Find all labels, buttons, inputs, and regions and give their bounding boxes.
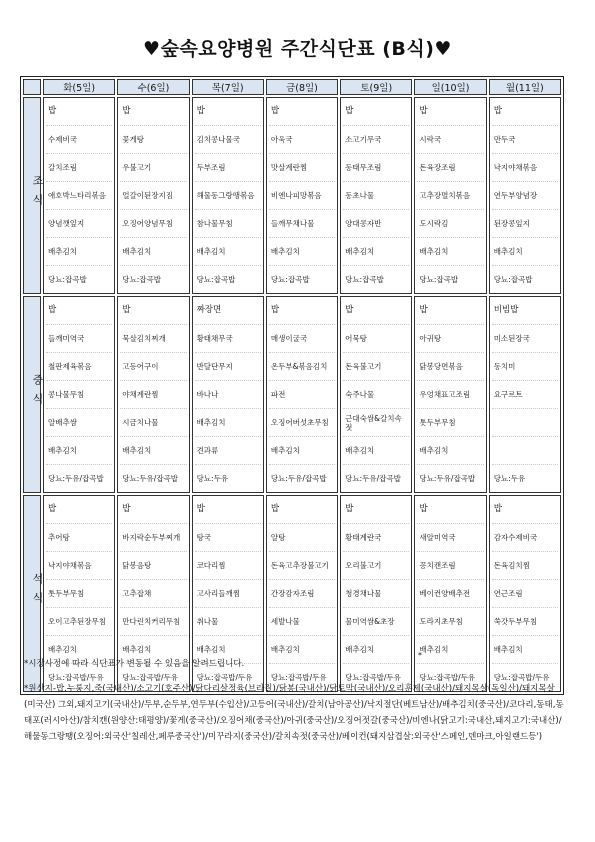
- menu-item: 김치콩나물국: [195, 126, 261, 154]
- menu-item: 들깨미역국: [46, 325, 112, 353]
- menu-item: 당뇨:잡곡밥: [493, 275, 533, 284]
- notice-text: *시장사정에 따라 식단표가 변동될 수 있음을 알려드립니다.: [24, 659, 245, 669]
- menu-item: 당뇨:두유/잡곡밥: [48, 474, 104, 483]
- menu-item: 배추김치: [417, 437, 483, 465]
- menu-item: 당뇨:잡곡밥/두유: [419, 673, 476, 682]
- weekly-menu-table: [20, 76, 564, 695]
- menu-item: 숙주나물: [343, 381, 409, 409]
- menu-item: 알탕: [269, 524, 335, 552]
- day-header: 일(10일): [414, 79, 486, 95]
- menu-item: 배추김치: [343, 636, 409, 664]
- menu-item: 시락국: [417, 126, 483, 154]
- menu-cell: [117, 296, 189, 493]
- menu-item: 오이고추된장무침: [46, 608, 112, 636]
- origin-text: *원산지-밥,누룽지,죽(국내산)/소고기(호주산)/닭다리살정육(브라질)/닭봉(국내산)/닭토막(국내산)/오리훈제(국내산)/돼지목살(독일산)/돼지목살(미국산) 그외,돼지고기(국내산)/두부,순두부,연두부(수입산)/고등어(국내산)/갈치(남아공산)/낙지절단(베트남산)/배추김치(중국산)/코다리,동태,동태포(러시아산)/참치캔(원양산:태평양)/꽃게(중국산)/오징어채(중국산)/아귀(중국산)/오징어젓갈(중국산)/비엔나(닭고기:국내산,돼지고기:국내산)/해물동그랑땡(오징어:외국산'칠레산,페루중국산')/미꾸라지(중국산)/갈치속젓(중국산)/베이컨(돼지삼겹살:외국산'스페인,덴마크,아일랜드등'): [24, 684, 564, 742]
- menu-item: 도시락김: [417, 210, 483, 238]
- menu-item: 배추김치: [269, 636, 335, 664]
- menu-item: 고추장멸치볶음: [417, 182, 483, 210]
- menu-item: 소고기무국: [343, 126, 409, 154]
- menu-item: 당뇨:두유/잡곡밥: [122, 474, 179, 483]
- menu-item: 비빔밥: [492, 297, 558, 325]
- menu-cell: [414, 97, 486, 294]
- menu-item: 밥: [46, 496, 112, 524]
- menu-cell: [192, 97, 264, 294]
- menu-item: 밥: [120, 297, 186, 325]
- menu-item: 청경채나물: [343, 580, 409, 608]
- menu-item: 알배추쌈: [46, 409, 112, 437]
- menu-item: 참나물무침: [195, 210, 261, 238]
- menu-item: 아귀탕: [417, 325, 483, 353]
- menu-item: 고추잡채: [120, 580, 186, 608]
- menu-item: 배추김치: [195, 409, 261, 437]
- meal-row: [23, 296, 561, 493]
- page-title: ♥숲속요양병원 주간식단표 (B식)♥: [143, 38, 452, 60]
- menu-item: 당뇨:잡곡밥/두유: [122, 673, 179, 682]
- menu-item: 쑥갓두부무침: [492, 608, 558, 636]
- meal-label-cell: [23, 296, 44, 493]
- menu-item: 아욱국: [269, 126, 335, 154]
- menu-item: 묵살김치찌개: [120, 325, 186, 353]
- menu-item: 밥: [343, 98, 409, 126]
- menu-item: 된장콩잎지: [492, 210, 558, 238]
- menu-item: 세발나물: [269, 608, 335, 636]
- menu-item: 두부조림: [195, 154, 261, 182]
- menu-item: 당뇨:잡곡밥: [419, 275, 459, 284]
- menu-item: 바지락순두부찌개: [120, 524, 186, 552]
- menu-item: 배추김치: [269, 238, 335, 266]
- menu-cell: [414, 495, 486, 692]
- corner-cell: [23, 79, 41, 95]
- menu-item: 닭봉음탕: [120, 552, 186, 580]
- menu-cell: [266, 495, 338, 692]
- meal-label: 석식: [31, 572, 44, 611]
- menu-item: 배추김치: [492, 636, 558, 664]
- meal-row: [23, 97, 561, 294]
- menu-item: 우불고기: [120, 154, 186, 182]
- menu-item: 연두부양념장: [492, 182, 558, 210]
- menu-item: 당뇨:두유/잡곡밥: [419, 474, 476, 483]
- menu-item: 닭봉당면볶음: [417, 353, 483, 381]
- menu-item: 어묵탕: [343, 325, 409, 353]
- menu-cell: [340, 97, 412, 294]
- menu-item: 배추김치: [46, 437, 112, 465]
- menu-item: 배추김치: [343, 238, 409, 266]
- menu-cell: [489, 495, 561, 692]
- menu-item: 밥: [343, 297, 409, 325]
- menu-item: 배추김치: [417, 636, 483, 664]
- meal-label: 조식: [31, 174, 44, 213]
- menu-item: 당뇨:잡곡밥/두유: [196, 673, 253, 682]
- menu-item: 탕국: [195, 524, 261, 552]
- day-header: 목(7일): [192, 79, 264, 95]
- menu-item: 새알미역국: [417, 524, 483, 552]
- menu-item: [492, 437, 558, 465]
- menu-item: 코다리찜: [195, 552, 261, 580]
- menu-item: 수제비국: [46, 126, 112, 154]
- menu-item: 낙지야채볶음: [492, 154, 558, 182]
- menu-item: 근대숙쌈&갈치속젓: [343, 409, 409, 437]
- meal-label: 중식: [31, 373, 44, 412]
- menu-item: 배추김치: [46, 238, 112, 266]
- menu-item: 파전: [269, 381, 335, 409]
- menu-item: 배추김치: [492, 238, 558, 266]
- menu-item: 당뇨:잡곡밥/두유: [48, 673, 104, 682]
- menu-item: 비엔나피망볶음: [269, 182, 335, 210]
- menu-item: 동치미: [492, 353, 558, 381]
- menu-item: 당뇨:잡곡밥/두유: [493, 673, 550, 682]
- menu-item: 오리불고기: [343, 552, 409, 580]
- menu-item: 황태채무국: [195, 325, 261, 353]
- menu-item: 배추김치: [343, 437, 409, 465]
- menu-item: 만다린치커리무침: [120, 608, 186, 636]
- day-header: 금(8일): [266, 79, 338, 95]
- menu-item: 야채계란찜: [120, 381, 186, 409]
- menu-item: 고사리들깨찜: [195, 580, 261, 608]
- menu-item: 톳두부무침: [417, 409, 483, 437]
- menu-item: 들깨무채나물: [269, 210, 335, 238]
- menu-item: 배추김치: [120, 238, 186, 266]
- menu-item: 배추김치: [195, 238, 261, 266]
- menu-item: 견과류: [195, 437, 261, 465]
- menu-item: 시금치나물: [120, 409, 186, 437]
- menu-item: 배추김치: [195, 636, 261, 664]
- menu-item: 당뇨:잡곡밥/두유: [270, 673, 327, 682]
- menu-item: 밥: [492, 98, 558, 126]
- menu-item: 돈육김치찜: [492, 552, 558, 580]
- menu-item: 오징어버섯초무침: [269, 409, 335, 437]
- menu-item: 당뇨:두유: [196, 474, 229, 483]
- menu-item: 밥: [269, 496, 335, 524]
- menu-item: 온두부&볶음김치: [269, 353, 335, 381]
- menu-item: 물미역쌈&초장: [343, 608, 409, 636]
- menu-item: 밥: [417, 98, 483, 126]
- menu-item: 당뇨:잡곡밥: [196, 275, 236, 284]
- menu-item: 철판제육볶음: [46, 353, 112, 381]
- menu-item: 돈육불고기: [343, 353, 409, 381]
- menu-item: 콩나물무침: [46, 381, 112, 409]
- menu-cell: [266, 296, 338, 493]
- menu-item: 동태무조림: [343, 154, 409, 182]
- menu-item: 돈육고추장불고기: [269, 552, 335, 580]
- menu-item: 밥: [195, 98, 261, 126]
- menu-item: 맛살계란찜: [269, 154, 335, 182]
- menu-item: 양념깻잎지: [46, 210, 112, 238]
- menu-cell: [266, 97, 338, 294]
- menu-cell: [489, 296, 561, 493]
- menu-cell: [117, 97, 189, 294]
- menu-item: 갈치조림: [46, 154, 112, 182]
- menu-item: 배추김치: [417, 238, 483, 266]
- menu-item: 취나물: [195, 608, 261, 636]
- menu-item: 배추김치: [46, 636, 112, 664]
- menu-item: 배추김치: [120, 437, 186, 465]
- marker-dot: *: [418, 651, 422, 660]
- menu-item: 양대콩자반: [343, 210, 409, 238]
- menu-item: 배추김치: [120, 636, 186, 664]
- day-header-row: [23, 79, 561, 95]
- menu-item: 오징어양념무침: [120, 210, 186, 238]
- menu-cell: [414, 296, 486, 493]
- day-header: 토(9일): [340, 79, 412, 95]
- menu-item: 밥: [269, 297, 335, 325]
- menu-item: 요구르트: [492, 381, 558, 409]
- meal-label-cell: [23, 97, 44, 294]
- menu-item: 간장감자조림: [269, 580, 335, 608]
- menu-item: 밥: [195, 496, 261, 524]
- day-header: 수(6일): [117, 79, 189, 95]
- menu-item: 연근조림: [492, 580, 558, 608]
- menu-item: 돈육장조림: [417, 154, 483, 182]
- menu-item: 매생이굴국: [269, 325, 335, 353]
- menu-item: 반달단무지: [195, 353, 261, 381]
- menu-item: 베이컨양배추전: [417, 580, 483, 608]
- menu-item: 애호박느타리볶음: [46, 182, 112, 210]
- menu-item: 당뇨:잡곡밥/두유: [345, 673, 401, 682]
- menu-item: 고등어구이: [120, 353, 186, 381]
- menu-item: 밥: [120, 496, 186, 524]
- menu-item: 황태계란국: [343, 524, 409, 552]
- menu-item: 미소된장국: [492, 325, 558, 353]
- menu-item: 감자수제비국: [492, 524, 558, 552]
- menu-cell: [489, 97, 561, 294]
- day-header: 월(11일): [489, 79, 561, 95]
- menu-item: 낙지야채볶음: [46, 552, 112, 580]
- menu-item: 짜장면: [195, 297, 261, 325]
- menu-item: 꽃게탕: [120, 126, 186, 154]
- menu-item: 밥: [417, 496, 483, 524]
- menu-item: 얼갈이된장지짐: [120, 182, 186, 210]
- menu-item: 당뇨:잡곡밥: [48, 275, 87, 284]
- menu-cell: [340, 296, 412, 493]
- menu-item: 우엉채표고조림: [417, 381, 483, 409]
- menu-cell: [340, 495, 412, 692]
- menu-cell: [43, 97, 115, 294]
- menu-item: 밥: [120, 98, 186, 126]
- menu-item: 당뇨:잡곡밥: [270, 275, 310, 284]
- menu-item: 꽁치캔조림: [417, 552, 483, 580]
- menu-item: 당뇨:잡곡밥: [122, 275, 162, 284]
- menu-item: 만두국: [492, 126, 558, 154]
- menu-item: 밥: [492, 496, 558, 524]
- menu-item: 밥: [46, 297, 112, 325]
- menu-item: 동초나물: [343, 182, 409, 210]
- menu-item: 톳두부무침: [46, 580, 112, 608]
- menu-item: 배추김치: [269, 437, 335, 465]
- menu-item: 밥: [417, 297, 483, 325]
- menu-item: 당뇨:두유/잡곡밥: [270, 474, 327, 483]
- menu-item: 도라지초무침: [417, 608, 483, 636]
- menu-item: [492, 409, 558, 437]
- menu-item: 밥: [269, 98, 335, 126]
- menu-cell: [43, 296, 115, 493]
- menu-item: 해물동그랑땡볶음: [195, 182, 261, 210]
- menu-item: 밥: [343, 496, 409, 524]
- menu-item: 바나나: [195, 381, 261, 409]
- day-header: 화(5일): [43, 79, 115, 95]
- menu-item: 당뇨:두유: [493, 474, 526, 483]
- menu-cell: [192, 296, 264, 493]
- menu-item: 밥: [46, 98, 112, 126]
- menu-item: 추어탕: [46, 524, 112, 552]
- menu-item: 당뇨:잡곡밥: [345, 275, 384, 284]
- menu-item: 당뇨:두유/잡곡밥: [345, 474, 401, 483]
